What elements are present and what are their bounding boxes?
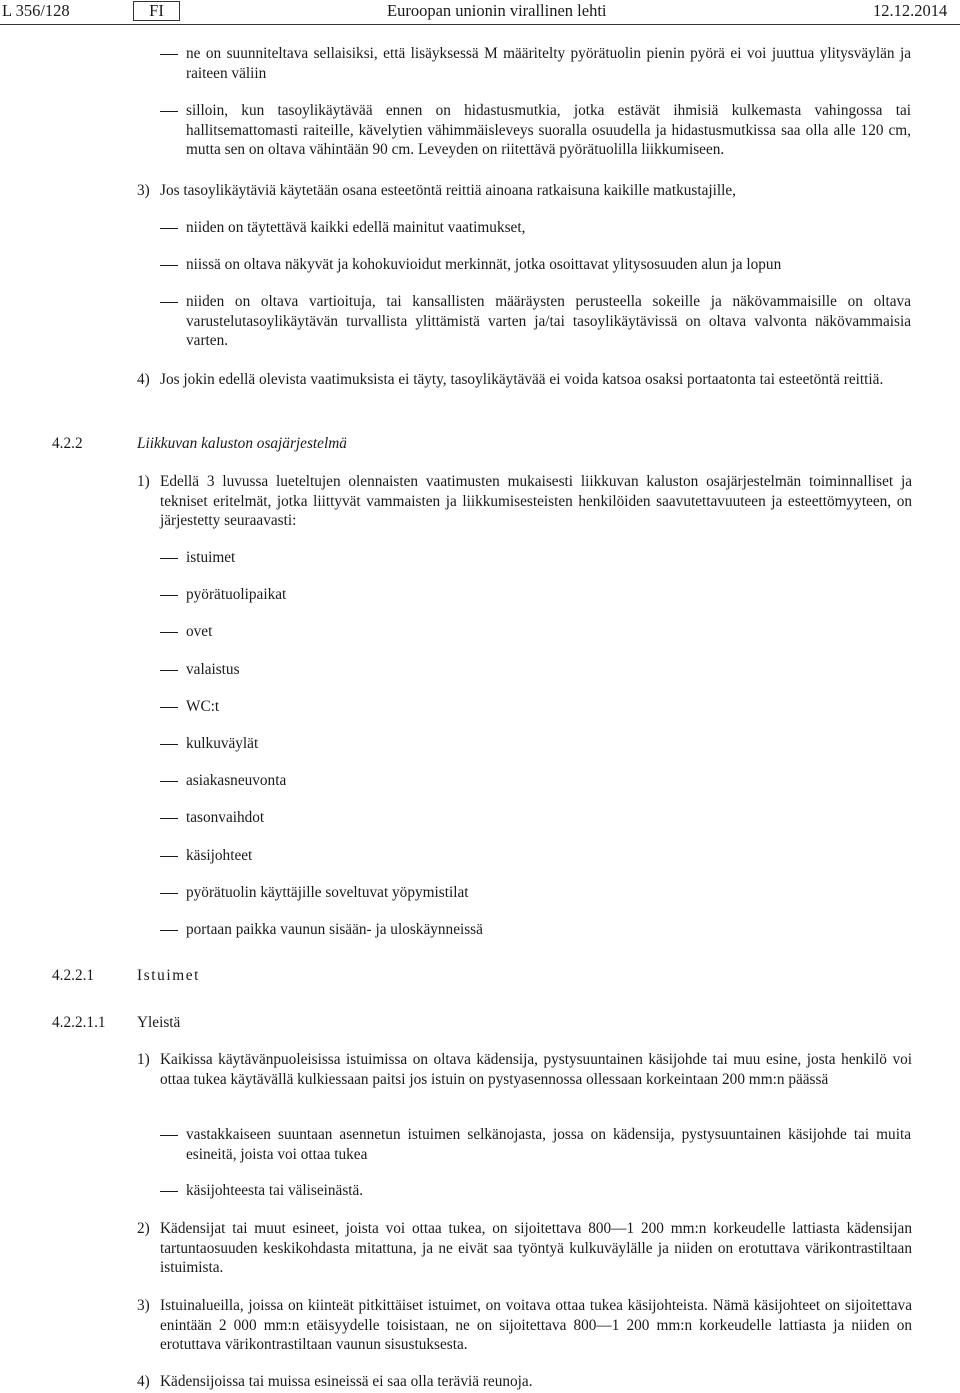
item-number: 4) [137,371,150,388]
item-text: Kaikissa käytävänpuoleisissa istuimissa on oltava kädensija, pystysuuntainen käsijohde tai muu esine, josta henkilö voi ottaa tukea käytävällä kulkiessaan paitsi jos istuin on pystyasennossa ollessaan korkeintaan 200 mm:n päässä [160,1051,912,1088]
item-text: Istuinalueilla, joissa on kiinteät pitkittäiset istuimet, on voitava ottaa tukea käsijohteista. Nämä käsijohteet on sijoitettava enintään 2 000 mm:n etäisyydelle toisistaan, ne on sijoitettava 800—1 200 mm:n korkeudelle lattiasta ja niiden on erotuttava värikontrastiltaan vaunun sisustuksesta. [160,1297,912,1353]
section-number: 4.2.2 [52,435,83,452]
item-number: 1) [137,1051,150,1068]
dash-marker [160,595,178,596]
subsystem-list-item: WC:t [186,698,220,715]
subsystem-list-item: käsijohteet [186,847,253,864]
dash-marker [160,818,178,819]
item-text: Jos tasoylikäytäviä käytetään osana esteetöntä reittiä ainoana ratkaisuna kaikille matkustajille, [160,182,736,199]
item-number: 2) [137,1220,150,1237]
item-text: Kädensijoissa tai muissa esineissä ei saa olla teräviä reunoja. [160,1373,533,1390]
item-number: 3) [137,182,150,199]
dash-marker [160,707,178,708]
dash-marker [160,265,178,266]
dash-marker [160,670,178,671]
list-item: niiden on oltava vartioituja, tai kansallisten määräysten perusteella sokeille ja näkövammaisille on oltava varustelutasoylikäytävän turvallista ylittämistä varten ja/tai tasoylikäytävissä on oltava valvonta näkövammaisia varten. [186,293,911,349]
subsystem-list-item: valaistus [186,661,240,678]
publication-date: 12.12.2014 [873,1,948,20]
page-reference: L 356/128 [2,1,70,20]
item-number: 1) [137,473,150,490]
dash-marker [160,1135,178,1136]
subsystem-list-item: asiakasneuvonta [186,772,287,789]
section-title: Istuimet [137,967,200,984]
dash-marker [160,632,178,633]
dash-marker [160,54,178,55]
subsystem-list-item: kulkuväylät [186,735,259,752]
item-text: Kädensijat tai muut esineet, joista voi ottaa tukea, on sijoitettava 800—1 200 mm:n korkeudelle lattiasta kädensijan tartuntaosuuden keskikohdasta mitattuna, ja ne eivät saa työntyä kulkuväylälle ja niiden on erotuttava värikontrastiltaan istuimista. [160,1220,912,1276]
item-number: 3) [137,1297,150,1314]
subsystem-list-item: portaan paikka vaunun sisään- ja uloskäynneissä [186,921,483,938]
list-item: silloin, kun tasoylikäytävää ennen on hidastusmutkia, jotka estävät ihmisiä kulkemasta vahingossa tai hallitsemattomasti raiteille, kävelytien vähimmäisleveys suoralla osuudella ja hidastusmutkissa saa olla alle 120 cm, mutta sen on oltava vähintään 90 cm. Leveyden on riitettävä pyörätuolilla liikkumiseen. [186,102,911,158]
dash-marker [160,744,178,745]
page-header [0,0,960,24]
item-text: Edellä 3 luvussa lueteltujen olennaisten vaatimusten mukaisesti liikkuvan kaluston osajärjestelmän toiminnalliset ja tekniset eritelmät, jotka liittyvät vammaisten ja liikkumisesteisten henkilöiden saavutettavuuteen ja esteettömyyteen, on järjestetty seuraavasti: [160,473,912,529]
dash-marker [160,228,178,229]
dash-marker [160,111,178,112]
subsystem-list-item: tasonvaihdot [186,809,265,826]
dash-marker [160,1191,178,1192]
dash-marker [160,302,178,303]
list-item: niiden on täytettävä kaikki edellä mainitut vaatimukset, [186,219,526,236]
section-title: Liikkuvan kaluston osajärjestelmä [137,435,347,452]
section-number: 4.2.2.1.1 [52,1014,106,1031]
dash-marker [160,930,178,931]
list-item: vastakkaiseen suuntaan asennetun istuimen selkänojasta, jossa on kädensija, pystysuuntainen käsijohde tai muita esineitä, joista voi ottaa tukea [186,1126,911,1163]
section-title: Yleistä [137,1014,181,1031]
dash-marker [160,558,178,559]
dash-marker [160,893,178,894]
dash-marker [160,856,178,857]
section-number: 4.2.2.1 [52,967,95,984]
language-code: FI [133,1,180,21]
list-item: käsijohteesta tai väliseinästä. [186,1182,364,1199]
subsystem-list-item: pyörätuolipaikat [186,586,287,603]
list-item: niissä on oltava näkyvät ja kohokuvioidut merkinnät, jotka osoittavat ylitysosuuden alun ja lopun [186,256,782,273]
list-item: ne on suunniteltava sellaisiksi, että lisäyksessä M määritelty pyörätuolin pienin pyörä ei voi juuttua ylitysväylän ja raiteen väliin [186,45,911,82]
dash-marker [160,781,178,782]
journal-title: Euroopan unionin virallinen lehti [387,1,607,20]
item-number: 4) [137,1373,150,1390]
item-text: Jos jokin edellä olevista vaatimuksista ei täyty, tasoylikäytävää ei voida katsoa osaksi portaatonta tai esteetöntä reittiä. [160,371,884,388]
header-rule [0,24,960,25]
subsystem-list-item: pyörätuolin käyttäjille soveltuvat yöpymistilat [186,884,469,901]
subsystem-list-item: ovet [186,623,213,640]
subsystem-list-item: istuimet [186,549,236,566]
